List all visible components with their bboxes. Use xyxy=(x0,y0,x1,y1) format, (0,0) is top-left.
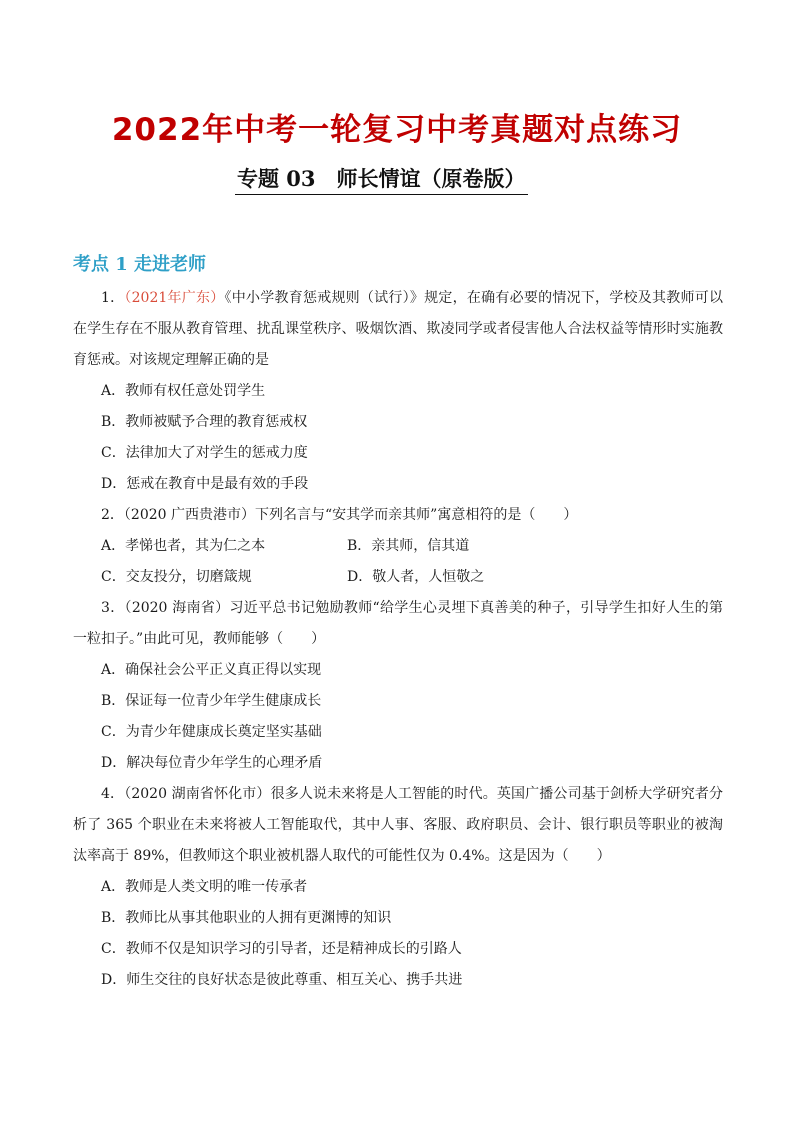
question-number: 3． xyxy=(101,600,125,616)
question-stem xyxy=(73,283,723,376)
question-3 xyxy=(73,593,723,779)
option-b: B．教师比从事其他职业的人拥有更渊博的知识 xyxy=(101,910,392,926)
question-number: 2． xyxy=(101,507,124,523)
document-subtitle: 专题 03 师长情谊（原卷版） xyxy=(235,163,528,195)
option-a: A．孝悌也者，其为仁之本 xyxy=(101,538,266,554)
question-4 xyxy=(73,779,723,996)
question-number: 4． xyxy=(101,786,125,802)
option-c: C．教师不仅是知识学习的引导者，还是精神成长的引路人 xyxy=(101,941,462,957)
option-c: C．为青少年健康成长奠定坚实基础 xyxy=(101,724,322,740)
option-b: B．亲其师，信其道 xyxy=(347,538,470,554)
option-a: A．教师是人类文明的唯一传承者 xyxy=(101,879,308,895)
question-text: 很多人说未来将是人工智能的时代。英国广播公司基于剑桥大学研究者分析了 365 个职业在未来将被人工智能取代，其中人事、客服、政府职员、会计、银行职员等职业的被淘汰率高于 89%，但教师这个职业被机器人取代的可能性仅为 0.4%。这是因为（ ） xyxy=(73,786,723,864)
option-b: B．教师被赋予合理的教育惩戒权 xyxy=(101,414,308,430)
question-stem xyxy=(73,779,723,872)
question-text: 《中小学教育惩戒规则（试行）》规定，在确有必要的情况下，学校及其教师可以在学生存在不服从教育管理、扰乱课堂秩序、吸烟饮酒、欺凌同学或者侵害他人合法权益等情形时实施教育惩戒。对该规定理解正确的是 xyxy=(73,290,723,368)
document-title: 2022年中考一轮复习中考真题对点练习 xyxy=(111,112,683,148)
option-a: A．教师有权任意处罚学生 xyxy=(101,383,266,399)
option-d: D．师生交往的良好状态是彼此尊重、相互关心、携手共进 xyxy=(101,972,463,988)
question-1 xyxy=(73,283,723,500)
question-text: 下列名言与“安其学而亲其师”寓意相符的是（ ） xyxy=(255,507,578,523)
question-list xyxy=(73,283,723,996)
option-c: C．交友投分，切磨箴规 xyxy=(101,569,252,585)
question-source: （2020 海南省） xyxy=(124,600,230,616)
option-b: B．保证每一位青少年学生健康成长 xyxy=(101,693,322,709)
option-row xyxy=(73,562,723,593)
question-source: （2020 广西贵港市） xyxy=(123,507,256,523)
question-2 xyxy=(73,500,723,593)
question-stem xyxy=(73,593,723,655)
option-d: D．解决每位青少年学生的心理矛盾 xyxy=(101,755,323,771)
option-d: D．惩戒在教育中是最有效的手段 xyxy=(101,476,309,492)
question-stem xyxy=(73,500,723,531)
option-row xyxy=(73,531,723,562)
question-text: 习近平总书记勉励教师“给学生心灵埋下真善美的种子，引导学生扣好人生的第一粒扣子。”由此可见，教师能够（ ） xyxy=(73,600,723,647)
option-d: D．敬人者，人恒敬之 xyxy=(347,569,485,585)
option-a: A．确保社会公平正义真正得以实现 xyxy=(101,662,322,678)
question-source: （2021年广东） xyxy=(124,290,225,306)
option-c: C．法律加大了对学生的惩戒力度 xyxy=(101,445,308,461)
question-number: 1． xyxy=(101,290,125,306)
question-source: （2020 湖南省怀化市） xyxy=(124,786,271,802)
section-heading: 考点 1 走进老师 xyxy=(73,254,207,275)
